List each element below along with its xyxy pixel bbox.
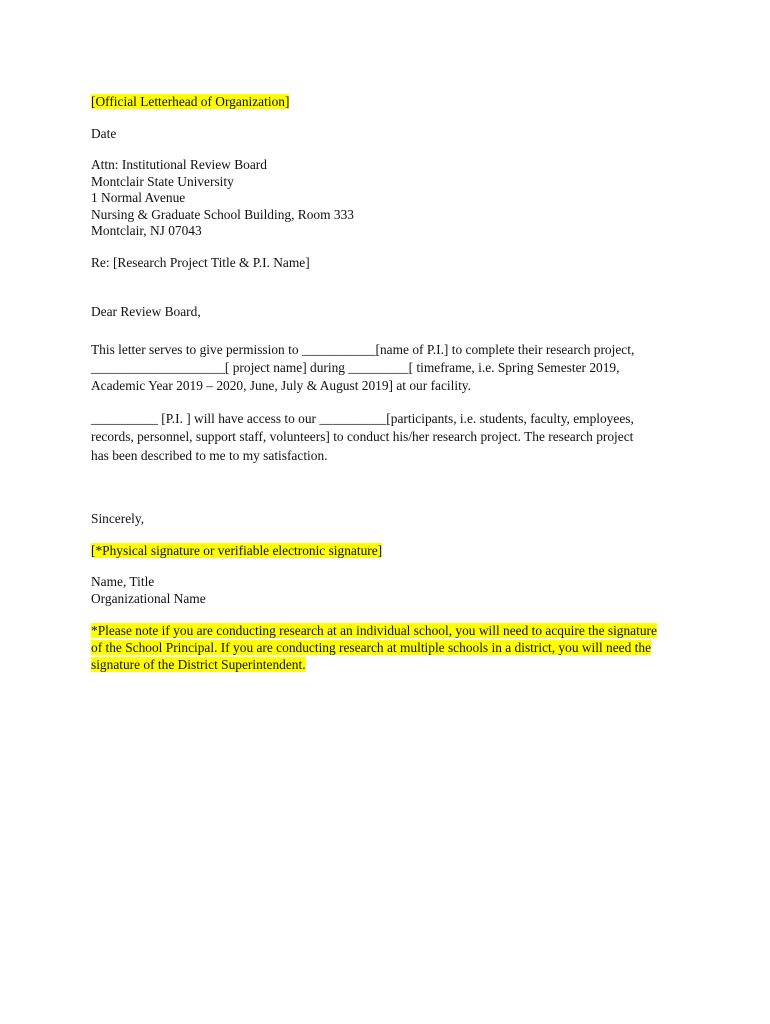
letterhead-text: [Official Letterhead of Organization] (91, 94, 290, 109)
paragraph2-line-3: has been described to me to my satisfaction. (91, 448, 328, 463)
closing: Sincerely, (91, 511, 145, 526)
signer-name-title: Name, Title (91, 574, 155, 589)
footnote-line-1 (91, 623, 657, 639)
address-line-2: Montclair State University (91, 174, 234, 189)
signature-placeholder (91, 543, 382, 559)
re-line: Re: [Research Project Title & P.I. Name] (91, 255, 310, 270)
signature-note: [*Physical signature or verifiable electronic signature] (91, 543, 383, 558)
salutation: Dear Review Board, (91, 304, 201, 319)
paragraph1-line-2: ____________________[ project name] during _________[ timeframe, i.e. Spring Semester 2019, (91, 360, 620, 375)
address-line-5: Montclair, NJ 07043 (91, 223, 202, 238)
paragraph1-line-1: This letter serves to give permission to ___________[name of P.I.] to complete their research project, (91, 342, 635, 357)
footnote-text-1: *Please note if you are conducting research at an individual school, you will need to acquire the signature (91, 623, 657, 638)
paragraph2-line-2: records, personnel, support staff, volunteers] to conduct his/her research project. The research project (91, 429, 634, 444)
letterhead-placeholder (91, 94, 289, 110)
signer-organization: Organizational Name (91, 591, 206, 606)
footnote-text-2: of the School Principal. If you are conducting research at multiple schools in a district, you will need the (91, 640, 652, 655)
paragraph2-line-1: __________ [P.I. ] will have access to our __________[participants, i.e. students, faculty, employees, (91, 411, 634, 426)
address-line-4: Nursing & Graduate School Building, Room 333 (91, 207, 354, 222)
footnote-line-2 (91, 640, 651, 656)
footnote-line-3 (91, 657, 306, 673)
footnote-text-3: signature of the District Superintendent. (91, 657, 306, 672)
address-line-1: Attn: Institutional Review Board (91, 157, 267, 172)
paragraph1-line-3: Academic Year 2019 – 2020, June, July & August 2019] at our facility. (91, 378, 471, 393)
date-line: Date (91, 126, 117, 141)
address-line-3: 1 Normal Avenue (91, 190, 186, 205)
